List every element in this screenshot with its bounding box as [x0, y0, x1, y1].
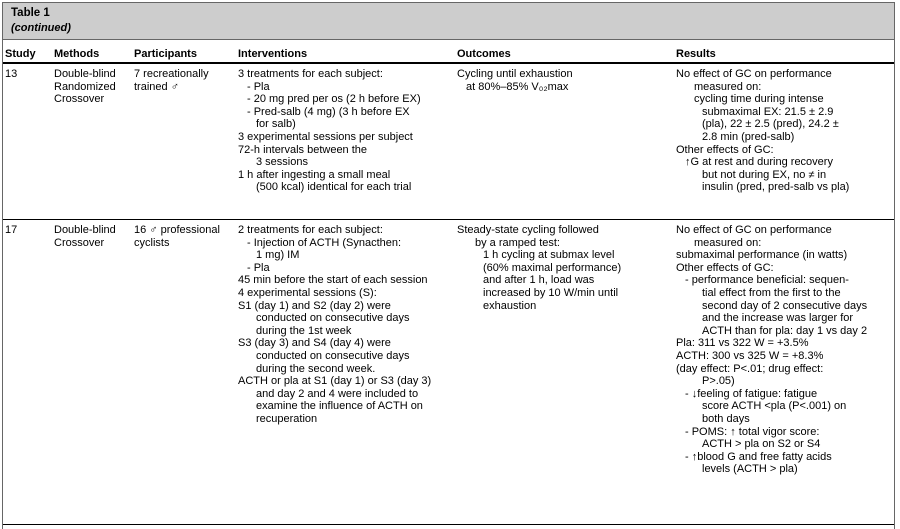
results-line: levels (ACTH > pla)	[702, 463, 798, 476]
interventions-line: - 20 mg pred per os (2 h before EX)	[247, 93, 421, 106]
header-participants: Participants	[134, 48, 197, 60]
results-line: insulin (pred, pred-salb vs pla)	[702, 181, 850, 194]
methods-line: Randomized	[54, 80, 116, 93]
interventions-line: for salb)	[256, 118, 296, 131]
header-study: Study	[5, 48, 36, 60]
methods-line: Crossover	[54, 236, 105, 249]
interventions-line: - Injection of ACTH (Synacthen:	[247, 236, 402, 249]
results-line: No effect of GC on performance	[676, 224, 832, 236]
methods-line: Double-blind	[54, 68, 116, 80]
interventions-line: - Pred-salb (4 mg) (3 h before EX	[247, 105, 410, 118]
interventions-line: 2 treatments for each subject:	[238, 224, 383, 236]
interventions-line: 3 experimental sessions per subject	[238, 130, 413, 143]
interventions-line: during the 1st week	[256, 324, 352, 337]
row2-results	[676, 224, 867, 476]
results-line: Other effects of GC:	[676, 143, 774, 156]
results-line: (day effect: P<.01; drug effect:	[676, 362, 824, 375]
left-border	[2, 40, 3, 529]
methods-line: Crossover	[54, 93, 105, 106]
row-divider	[2, 219, 895, 220]
table-title-bar	[2, 2, 895, 40]
row1-methods	[54, 68, 116, 106]
interventions-line: and day 2 and 4 were included to	[256, 387, 419, 400]
row2-methods	[54, 224, 116, 249]
interventions-line: - Pla	[247, 80, 270, 93]
results-line: cycling time during intense	[694, 93, 824, 106]
header-rule	[2, 62, 895, 64]
results-line: 2.8 min (pred-salb)	[702, 130, 795, 143]
interventions-line: 3 sessions	[256, 156, 308, 169]
results-line: submaximal performance (in watts)	[676, 249, 848, 262]
results-line: - ↑blood G and free fatty acids	[685, 450, 832, 463]
row2-study: 17	[5, 224, 18, 236]
results-line: - ↓feeling of fatigue: fatigue	[685, 387, 818, 400]
row1-interventions	[238, 68, 421, 194]
outcomes-line: by a ramped test:	[475, 236, 560, 249]
outcomes-line: and after 1 h, load was	[483, 274, 595, 287]
interventions-line: ACTH or pla at S1 (day 1) or S3 (day 3)	[238, 375, 432, 388]
table-bottom-rule	[2, 524, 895, 525]
right-border	[894, 40, 895, 529]
interventions-line: 4 experimental sessions (S):	[238, 286, 377, 299]
results-line: Pla: 311 vs 322 W = +3.5%	[676, 337, 809, 350]
table-subtitle: (continued)	[11, 22, 71, 34]
interventions-line: 72-h intervals between the	[238, 143, 368, 156]
header-outcomes: Outcomes	[457, 48, 511, 60]
header-results: Results	[676, 48, 716, 60]
participants-line: 16 ♂ professional	[134, 224, 220, 236]
outcomes-line: (60% maximal performance)	[483, 261, 622, 274]
results-line: - performance beneficial: sequen-	[685, 274, 849, 287]
outcomes-line: at 80%–85% V₀₂max	[466, 80, 569, 93]
row1-results	[676, 68, 849, 194]
header-interventions: Interventions	[238, 48, 308, 60]
results-line: both days	[702, 412, 750, 425]
interventions-line: 1 mg) IM	[256, 249, 300, 262]
outcomes-line: Steady-state cycling followed	[457, 224, 599, 236]
results-line: and the increase was larger for	[702, 312, 854, 325]
methods-line: Double-blind	[54, 224, 116, 236]
interventions-line: examine the influence of ACTH on	[256, 400, 423, 413]
results-line: (pla), 22 ± 2.5 (pred), 24.2 ±	[702, 118, 839, 131]
header-methods: Methods	[54, 48, 100, 60]
results-line: second day of 2 consecutive days	[702, 299, 868, 312]
row1-participants	[134, 68, 209, 93]
row1-study: 13	[5, 68, 18, 80]
interventions-line: recuperation	[256, 412, 318, 425]
interventions-line: (500 kcal) identical for each trial	[256, 181, 412, 194]
participants-line: cyclists	[134, 236, 170, 249]
results-line: P>.05)	[702, 375, 735, 388]
row2-outcomes	[457, 224, 621, 312]
interventions-line: 3 treatments for each subject:	[238, 68, 383, 80]
interventions-line: S3 (day 3) and S4 (day 4) were	[238, 337, 391, 350]
row2-participants	[134, 224, 220, 249]
outcomes-line: increased by 10 W/min until	[483, 286, 619, 299]
results-line: score ACTH <pla (P<.001) on	[702, 400, 847, 413]
interventions-line: S1 (day 1) and S2 (day 2) were	[238, 299, 391, 312]
outcomes-line: 1 h cycling at submax level	[483, 249, 615, 262]
results-line: Other effects of GC:	[676, 261, 774, 274]
interventions-line: 45 min before the start of each session	[238, 274, 428, 287]
row1-outcomes	[457, 68, 573, 93]
participants-line: 7 recreationally	[134, 68, 209, 80]
interventions-line: during the second week.	[256, 362, 376, 375]
outcomes-line: Cycling until exhaustion	[457, 68, 573, 80]
results-line: measured on:	[694, 80, 762, 93]
interventions-line: conducted on consecutive days	[256, 349, 410, 362]
results-line: - POMS: ↑ total vigor score:	[685, 425, 820, 438]
participants-line: trained ♂	[134, 80, 179, 93]
results-line: No effect of GC on performance	[676, 68, 832, 80]
interventions-line: 1 h after ingesting a small meal	[238, 168, 391, 181]
results-line: but not during EX, no ≠ in	[702, 168, 827, 181]
results-line: ↑G at rest and during recovery	[685, 156, 833, 169]
results-line: ACTH: 300 vs 325 W = +8.3%	[676, 349, 824, 362]
table-title: Table 1	[11, 7, 50, 19]
results-line: tial effect from the first to the	[702, 286, 841, 299]
results-line: submaximal EX: 21.5 ± 2.9	[702, 105, 834, 118]
interventions-line: - Pla	[247, 261, 270, 274]
outcomes-line: exhaustion	[483, 299, 537, 312]
row2-interventions	[238, 224, 431, 426]
results-line: ACTH than for pla: day 1 vs day 2	[702, 324, 868, 337]
interventions-line: conducted on consecutive days	[256, 312, 410, 325]
results-line: measured on:	[694, 236, 762, 249]
results-line: ACTH > pla on S2 or S4	[702, 438, 821, 451]
